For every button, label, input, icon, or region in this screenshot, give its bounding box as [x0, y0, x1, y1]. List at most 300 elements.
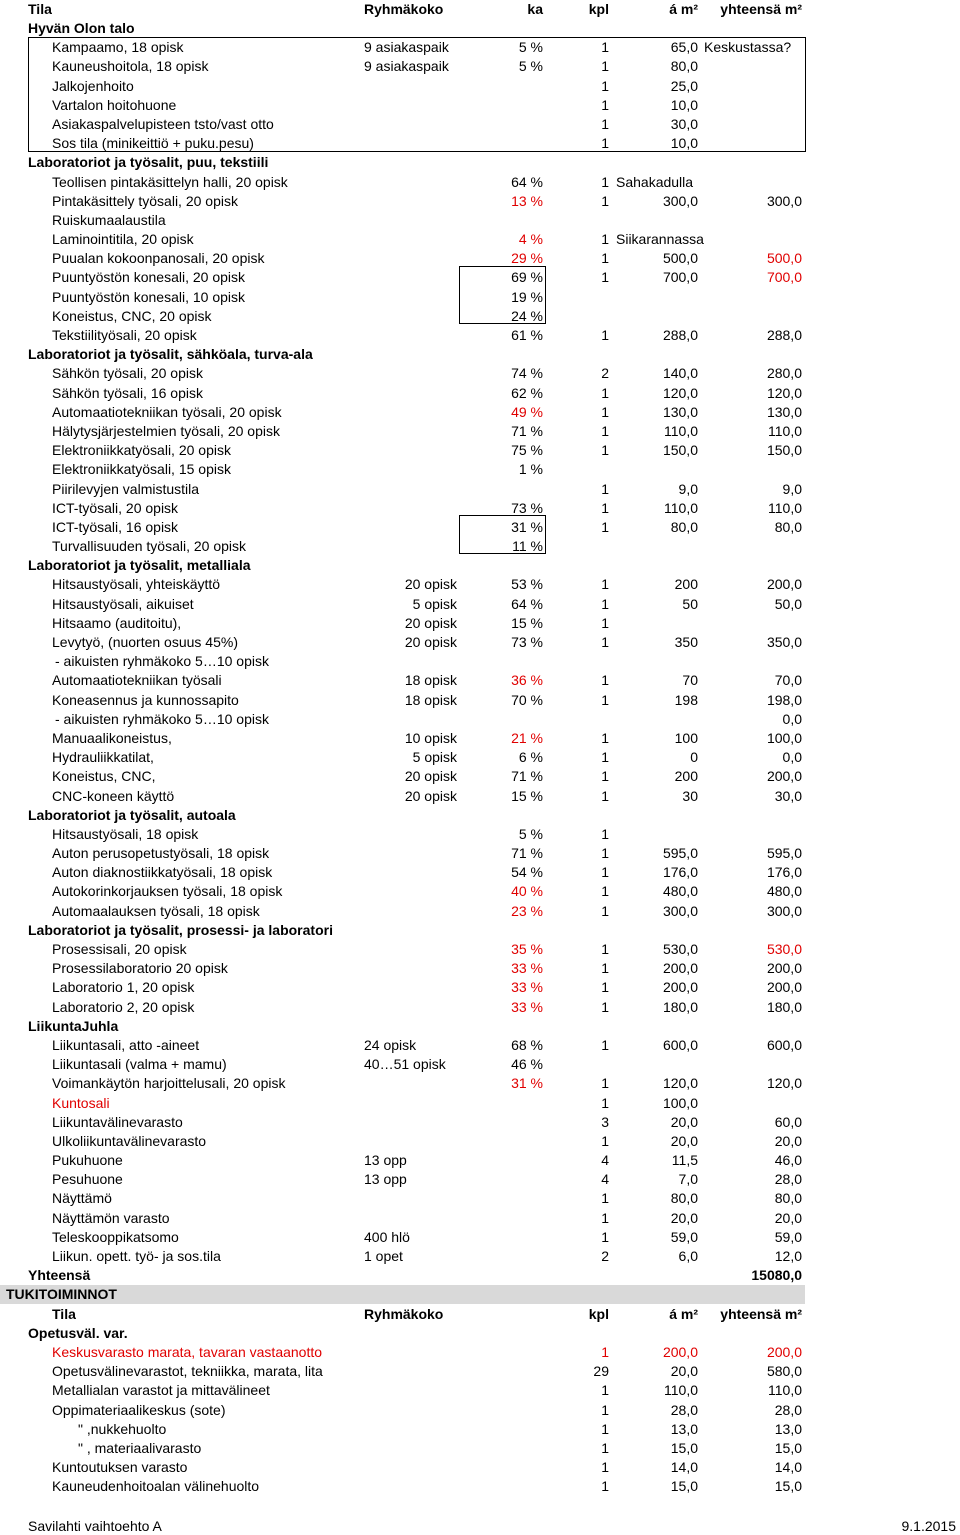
utilization-percent: 1 %	[518, 461, 543, 478]
area-total: 80,0	[774, 1190, 802, 1207]
table-row	[0, 633, 960, 652]
room-name: Kuntosali	[52, 1094, 110, 1111]
area-per-room: 480,0	[662, 883, 698, 900]
room-name: Sähkön työsali, 16 opisk	[52, 384, 203, 401]
group-size: 9 asiakaspaik	[364, 58, 449, 75]
room-name: Vartalon hoitohuone	[52, 96, 177, 113]
area-total: 198,0	[766, 691, 802, 708]
table-row	[0, 96, 960, 115]
band-background	[0, 1285, 805, 1304]
room-name: Manuaalikoneistus,	[52, 729, 172, 746]
room-name: Hitsaustyösali, yhteiskäyttö	[52, 576, 221, 593]
table-row	[0, 1132, 960, 1151]
area-per-room: 110,0	[664, 422, 698, 439]
table-row	[0, 326, 960, 345]
area-total: 580,0	[766, 1363, 802, 1380]
room-count: 1	[601, 1439, 609, 1456]
utilization-percent: 23 %	[511, 902, 543, 919]
area-total: 14,0	[774, 1459, 802, 1476]
utilization-percent: 36 %	[511, 672, 543, 689]
room-count: 3	[601, 1113, 609, 1130]
room-name: Elektroniikkatyösali, 15 opisk	[52, 461, 231, 478]
area-per-room: 28,0	[670, 1401, 698, 1418]
area-per-room: 10,0	[670, 96, 698, 113]
table-row	[0, 882, 960, 901]
section-heading: Opetusväl. var.	[28, 1324, 128, 1341]
room-name: Näyttämön varasto	[52, 1209, 170, 1226]
table-row	[0, 729, 960, 748]
room-count: 1	[601, 518, 609, 535]
table-row	[0, 192, 960, 211]
room-count: 1	[601, 1036, 609, 1053]
room-count: 1	[601, 768, 609, 785]
room-count: 1	[601, 115, 609, 132]
room-name: Asiakaspalvelupisteen tsto/vast otto	[52, 115, 274, 132]
area-per-room: 200,0	[662, 1343, 698, 1360]
room-name: Puualan kokoonpanosali, 20 opisk	[52, 250, 265, 267]
group-size: 5 opisk	[412, 749, 457, 766]
table-row	[0, 1055, 960, 1074]
section-heading-row	[0, 1017, 960, 1036]
table-row	[0, 863, 960, 882]
table-row	[0, 1036, 960, 1055]
table-row	[0, 1381, 960, 1400]
room-name: Opetusvälinevarastot, tekniikka, marata, lita	[52, 1363, 323, 1380]
room-count: 1	[601, 941, 609, 957]
room-count: 1	[601, 1382, 609, 1399]
area-per-room: 20,0	[670, 1363, 698, 1380]
table-row	[0, 460, 960, 479]
table-body	[0, 19, 960, 1496]
area-per-room: 180,0	[662, 998, 698, 1015]
room-name: Levytyö, (nuorten osuus 45%)	[52, 634, 238, 650]
area-total: 20,0	[774, 1132, 802, 1149]
group-size: 20 opisk	[404, 787, 457, 804]
room-name: Teleskooppikatsomo	[52, 1228, 179, 1245]
area-per-room: 6,0	[678, 1248, 698, 1264]
room-count: 1	[601, 1401, 609, 1418]
room-count: 1	[601, 902, 609, 919]
area-total: 300,0	[766, 192, 802, 209]
table-row	[0, 441, 960, 460]
area-total: 20,0	[774, 1209, 802, 1226]
table-row	[0, 364, 960, 383]
group-size: 24 opisk	[364, 1036, 417, 1053]
room-count: 1	[601, 825, 609, 842]
utilization-percent: 33 %	[511, 979, 543, 996]
band-title: TUKITOIMINNOT	[6, 1286, 117, 1303]
table-row	[0, 940, 960, 959]
area-total: 60,0	[774, 1113, 802, 1130]
section-heading-row	[0, 345, 960, 364]
group-size: 20 opisk	[404, 768, 457, 785]
area-total: 280,0	[766, 365, 802, 382]
area-per-room: 30	[682, 787, 698, 804]
utilization-percent: 49 %	[511, 403, 543, 420]
group-size: 18 opisk	[404, 672, 457, 689]
area-total: 100,0	[766, 729, 802, 746]
room-name: Ruiskumaalaustila	[52, 211, 166, 228]
utilization-percent: 75 %	[511, 442, 543, 459]
table-row	[0, 748, 960, 767]
table-row	[0, 1074, 960, 1093]
utilization-percent: 73 %	[511, 634, 543, 650]
table-row	[0, 422, 960, 441]
utilization-percent: 13 %	[511, 192, 543, 209]
utilization-percent: 74 %	[511, 365, 543, 382]
room-name: ICT-työsali, 20 opisk	[52, 499, 179, 516]
header-am2: á m²	[669, 1, 698, 17]
table-row	[0, 959, 960, 978]
section-heading: Laboratoriot ja työsalit, puu, tekstiili	[28, 154, 269, 171]
room-count: 1	[601, 1228, 609, 1245]
room-count: 1	[601, 998, 609, 1015]
table-row	[0, 537, 960, 556]
header2-am2: á m²	[669, 1305, 698, 1322]
room-name: Automaatiotekniikan työsali	[52, 672, 222, 689]
room-count: 2	[601, 1248, 609, 1264]
room-name: Sos tila (minikeittiö + puku.pesu)	[52, 135, 254, 152]
utilization-percent: 11 %	[512, 538, 543, 555]
area-total: 288,0	[766, 327, 802, 343]
room-name: Oppimateriaalikeskus (sote)	[52, 1401, 226, 1418]
section-heading-row	[0, 153, 960, 172]
section-heading-row	[0, 921, 960, 940]
area-per-room: 300,0	[662, 192, 698, 209]
table-row	[0, 268, 960, 287]
area-per-room: 80,0	[670, 58, 698, 75]
area-total: 480,0	[766, 883, 802, 900]
header2-kpl: kpl	[588, 1305, 609, 1322]
room-count: 1	[601, 173, 609, 190]
area-total: 0,0	[782, 749, 802, 766]
area-total: 700,0	[766, 269, 802, 286]
room-count: 4	[601, 1152, 609, 1169]
room-count: 1	[601, 1132, 609, 1149]
room-count: 1	[601, 442, 609, 459]
area-per-room: 80,0	[670, 1190, 698, 1207]
group-size: 20 opisk	[404, 576, 457, 593]
utilization-percent: 64 %	[511, 173, 543, 190]
area-total: 80,0	[774, 518, 802, 535]
table-row	[0, 480, 960, 499]
utilization-percent: 70 %	[511, 691, 543, 708]
area-per-room: 70	[682, 672, 698, 689]
room-count: 1	[601, 422, 609, 439]
header-ryhmakoko: Ryhmäkoko	[364, 1, 444, 17]
table-row	[0, 998, 960, 1017]
group-size: 40…51 opisk	[364, 1056, 446, 1073]
area-per-room: 110,0	[664, 1382, 698, 1399]
area-total: 9,0	[782, 480, 802, 497]
utilization-percent: 61 %	[511, 327, 543, 343]
room-name: Pukuhuone	[52, 1152, 123, 1169]
table-row	[0, 499, 960, 518]
room-name: Kauneushoitola, 18 opisk	[52, 58, 209, 75]
area-per-room: 11,5	[671, 1152, 698, 1169]
utilization-percent: 29 %	[511, 250, 543, 267]
group-size: 400 hlö	[364, 1228, 410, 1245]
utilization-percent: 5 %	[518, 58, 543, 75]
room-count: 1	[601, 729, 609, 746]
room-name: Puuntyöstön konesali, 10 opisk	[52, 288, 246, 305]
utilization-percent: 54 %	[511, 864, 543, 881]
area-total: 530,0	[766, 941, 802, 957]
room-name: Hitsaamo (auditoitu),	[52, 614, 182, 631]
utilization-percent: 71 %	[511, 845, 543, 862]
table-row	[0, 57, 960, 76]
footer-date: 9.1.2015	[901, 1518, 956, 1534]
section-heading: Laboratoriot ja työsalit, sähköala, turva-ala	[28, 346, 313, 363]
area-per-room: 10,0	[670, 135, 698, 152]
area-total: 300,0	[766, 902, 802, 919]
area-per-room: 7,0	[678, 1171, 698, 1188]
room-name: Hälytysjärjestelmien työsali, 20 opisk	[52, 422, 280, 439]
table-row	[0, 595, 960, 614]
room-name: Jalkojenhoito	[52, 77, 134, 94]
room-count: 1	[601, 595, 609, 612]
room-name: Liikuntasali (valma + mamu)	[52, 1056, 227, 1073]
table-row	[0, 1343, 960, 1362]
location-note: Siikarannassa	[616, 231, 704, 248]
area-per-room: 130,0	[662, 403, 698, 420]
area-total: 350,0	[766, 634, 802, 650]
area-per-room: 100	[674, 729, 698, 746]
room-count: 1	[601, 749, 609, 766]
area-per-room: 595,0	[662, 845, 698, 862]
room-name: Tekstiilityösali, 20 opisk	[52, 327, 197, 343]
area-per-room: 15,0	[670, 1439, 698, 1456]
utilization-percent: 64 %	[511, 595, 543, 612]
table-row	[0, 1209, 960, 1228]
group-size: 18 opisk	[404, 691, 457, 708]
room-count: 1	[601, 1209, 609, 1226]
column-header-row-2	[0, 1305, 960, 1324]
room-count: 1	[601, 691, 609, 708]
utilization-percent: 15 %	[511, 787, 543, 804]
section-heading-row	[0, 556, 960, 575]
area-per-room: 530,0	[662, 941, 698, 957]
area-total: 176,0	[766, 864, 802, 881]
room-name: Teollisen pintakäsittelyn halli, 20 opisk	[52, 173, 288, 190]
area-per-room: 13,0	[670, 1420, 698, 1437]
group-size: 13 opp	[364, 1152, 407, 1169]
section-heading: Laboratoriot ja työsalit, metalliala	[28, 557, 251, 574]
area-per-room: 300,0	[662, 902, 698, 919]
header2-tila: Tila	[52, 1305, 76, 1322]
room-count: 1	[601, 672, 609, 689]
table-row	[0, 1170, 960, 1189]
table-row	[0, 1094, 960, 1113]
area-total: 30,0	[774, 787, 802, 804]
room-count: 1	[601, 960, 609, 977]
table-row	[0, 134, 960, 153]
utilization-percent: 71 %	[511, 422, 543, 439]
utilization-percent: 15 %	[511, 614, 543, 631]
utilization-percent: 21 %	[511, 729, 543, 746]
area-total: 46,0	[774, 1152, 802, 1169]
room-name: Turvallisuuden työsali, 20 opisk	[52, 538, 247, 555]
room-name: Keskusvarasto marata, tavaran vastaanotto	[52, 1343, 323, 1360]
table-row	[0, 403, 960, 422]
table-row	[0, 691, 960, 710]
room-count: 1	[601, 979, 609, 996]
room-name: Laboratorio 1, 20 opisk	[52, 979, 195, 996]
table-row	[0, 230, 960, 249]
section-heading: Hyvän Olon talo	[28, 20, 135, 36]
area-total: 110,0	[768, 1382, 802, 1399]
room-count: 1	[601, 250, 609, 267]
table-row	[0, 1477, 960, 1496]
area-per-room: 20,0	[670, 1132, 698, 1149]
section-heading-row	[0, 1324, 960, 1343]
utilization-percent: 46 %	[511, 1056, 543, 1073]
footer-document-name: Savilahti vaihtoehto A	[28, 1518, 162, 1534]
room-name: Laminointitila, 20 opisk	[52, 231, 194, 248]
section-heading: Laboratoriot ja työsalit, autoala	[28, 806, 236, 823]
area-per-room: 350	[674, 634, 698, 650]
room-name: Auton diaknostiikkatyösali, 18 opisk	[52, 864, 273, 881]
room-count: 1	[601, 883, 609, 900]
room-name: Hitsaustyösali, 18 opisk	[52, 825, 199, 842]
room-name: Piirilevyjen valmistustila	[52, 480, 200, 497]
table-row	[0, 115, 960, 134]
table-row	[0, 1362, 960, 1381]
area-per-room: 100,0	[662, 1094, 698, 1111]
table-row	[0, 614, 960, 633]
total-label: Yhteensä	[28, 1267, 91, 1284]
room-name: Liikun. opett. työ- ja sos.tila	[52, 1248, 221, 1264]
room-name: Liikuntasali, atto -aineet	[52, 1036, 200, 1053]
table-row	[0, 288, 960, 307]
area-per-room: 9,0	[678, 480, 698, 497]
table-row	[0, 1228, 960, 1247]
room-count: 1	[601, 1190, 609, 1207]
section-heading-row	[0, 19, 960, 38]
area-per-room: 20,0	[670, 1113, 698, 1130]
table-row	[0, 767, 960, 786]
room-name: Koneistus, CNC,	[52, 768, 156, 785]
utilization-percent: 6 %	[518, 749, 543, 766]
room-count: 1	[601, 576, 609, 593]
room-name: Elektroniikkatyösali, 20 opisk	[52, 442, 231, 459]
room-name: ICT-työsali, 16 opisk	[52, 518, 179, 535]
area-per-room: 120,0	[662, 1075, 698, 1092]
group-size: 9 asiakaspaik	[364, 39, 449, 56]
location-note: Keskustassa?	[704, 39, 792, 56]
area-total: 15,0	[774, 1478, 802, 1495]
room-count: 1	[601, 845, 609, 862]
area-total: 200,0	[766, 768, 802, 785]
utilization-percent: 31 %	[511, 1075, 543, 1092]
room-name: Koneistus, CNC, 20 opisk	[52, 307, 212, 324]
room-name: Kauneudenhoitoalan välinehuolto	[52, 1478, 260, 1495]
area-per-room: 0	[690, 749, 698, 766]
table-row	[0, 1151, 960, 1170]
room-name: Koneasennus ja kunnossapito	[52, 691, 239, 708]
area-per-room: 25,0	[670, 77, 698, 94]
room-count: 1	[601, 614, 609, 631]
area-total: 200,0	[766, 576, 802, 593]
room-count: 1	[601, 384, 609, 401]
area-per-room: 200	[674, 576, 698, 593]
table-row	[0, 978, 960, 997]
area-total: 150,0	[766, 442, 802, 459]
room-count: 1	[601, 1420, 609, 1437]
room-name: Prosessilaboratorio 20 opisk	[52, 960, 228, 977]
area-total: 110,0	[768, 422, 802, 439]
table-row	[0, 1458, 960, 1477]
room-name: - aikuisten ryhmäkoko 5…10 opisk	[55, 653, 269, 670]
section-heading: Laboratoriot ja työsalit, prosessi- ja laboratori	[28, 921, 333, 938]
table-row	[0, 844, 960, 863]
header-yhteensa: yhteensä m²	[720, 1, 802, 17]
area-per-room: 65,0	[670, 39, 698, 56]
table-row	[0, 710, 960, 729]
room-name: Automaalauksen työsali, 18 opisk	[52, 902, 260, 919]
table-row	[0, 77, 960, 96]
room-name: Auton perusopetustyösali, 18 opisk	[52, 845, 270, 862]
room-name: " , materiaalivarasto	[78, 1439, 202, 1456]
area-total: 200,0	[766, 960, 802, 977]
group-size: 5 opisk	[412, 595, 457, 612]
utilization-percent: 35 %	[511, 941, 543, 957]
area-per-room: 700,0	[662, 269, 698, 286]
support-functions-band	[0, 1285, 960, 1304]
room-count: 1	[601, 96, 609, 113]
utilization-percent: 31 %	[511, 518, 543, 535]
area-per-room: 80,0	[670, 518, 698, 535]
area-per-room: 140,0	[662, 365, 698, 382]
area-per-room: 198	[674, 691, 698, 708]
area-per-room: 500,0	[662, 250, 698, 267]
room-name: Autokorinkorjauksen työsali, 18 opisk	[52, 883, 283, 900]
room-count: 1	[601, 787, 609, 804]
room-name: Liikuntavälinevarasto	[52, 1113, 183, 1130]
area-total: 120,0	[766, 384, 802, 401]
area-per-room: 120,0	[662, 384, 698, 401]
room-count: 1	[601, 58, 609, 75]
header2-ryhmakoko: Ryhmäkoko	[364, 1305, 444, 1322]
room-count: 1	[601, 1094, 609, 1111]
room-count: 2	[601, 365, 609, 382]
room-count: 1	[601, 327, 609, 343]
area-total: 595,0	[766, 845, 802, 862]
room-name: Puuntyöstön konesali, 20 opisk	[52, 269, 246, 286]
location-note: Sahakadulla	[616, 173, 694, 190]
utilization-percent: 62 %	[511, 384, 543, 401]
header-kpl: kpl	[588, 1, 609, 17]
area-total: 180,0	[766, 998, 802, 1015]
area-total: 120,0	[766, 1075, 802, 1092]
room-count: 1	[601, 1075, 609, 1092]
room-count: 1	[601, 480, 609, 497]
room-count: 1	[601, 1459, 609, 1476]
area-total: 50,0	[774, 595, 802, 612]
room-name: Prosessisali, 20 opisk	[52, 941, 187, 957]
table-row	[0, 38, 960, 57]
area-per-room: 20,0	[670, 1209, 698, 1226]
area-per-room: 200,0	[662, 960, 698, 977]
room-name: Voimankäytön harjoittelusali, 20 opisk	[52, 1075, 286, 1092]
table-row	[0, 384, 960, 403]
utilization-percent: 33 %	[511, 960, 543, 977]
room-name: - aikuisten ryhmäkoko 5…10 opisk	[55, 710, 269, 727]
area-total: 59,0	[774, 1228, 802, 1245]
room-count: 1	[601, 634, 609, 650]
area-total: 0,0	[782, 710, 802, 727]
utilization-percent: 69 %	[511, 269, 543, 286]
